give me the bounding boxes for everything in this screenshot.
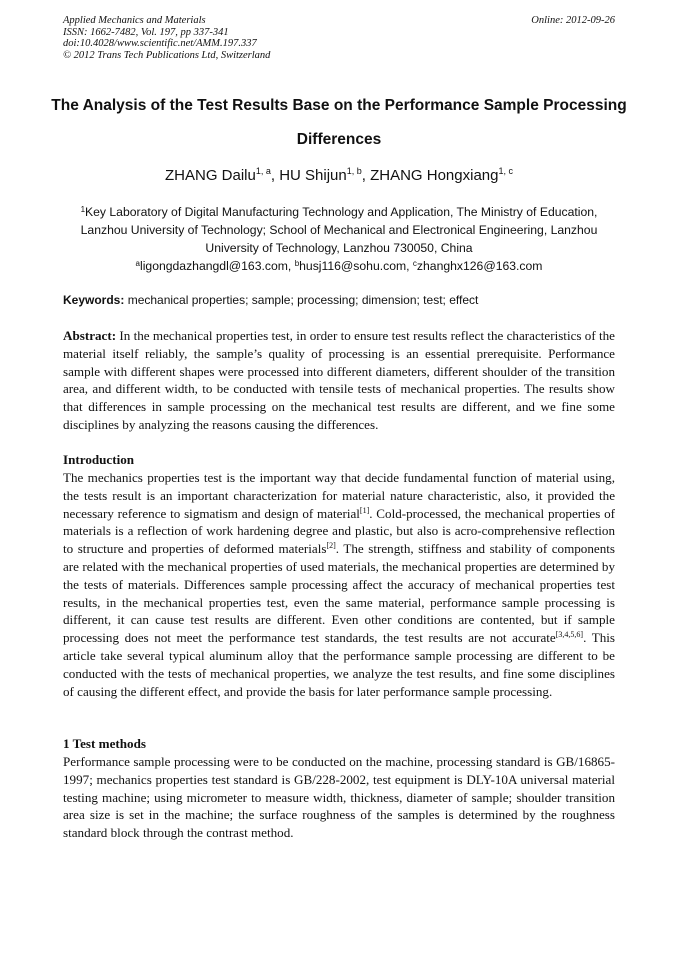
author-separator: , [361,167,371,184]
online-date: Online: 2012-09-26 [531,15,615,26]
copyright-line: © 2012 Trans Tech Publications Ltd, Switzerland [63,49,271,61]
author-name: ZHANG Dailu [164,167,256,184]
email-address[interactable]: husj116@sohu.com [299,259,407,273]
affiliation-mark: 1 [80,205,86,214]
email-address[interactable]: ligongdazhangdl@163.com [140,259,288,273]
email-address[interactable]: zhanghx126@163.com [416,259,543,273]
author-list [40,166,638,186]
citation-ref: [1] [359,505,370,515]
author-separator: , [270,167,280,184]
email-mark: a [135,259,140,268]
keywords-label: Keywords: [63,293,125,307]
paragraph-text: . This article take several typical aluminum alloy that the performance sample processing are different to be conducted with the tests of mechanical properties, we analyze the test results, and fine some disciplines of causing the different effect, and provide the basis for later performance sample processing. [63,630,615,699]
keywords-line [63,292,615,308]
doi-line: doi:10.4028/www.scientific.net/AMM.197.337 [63,38,257,49]
paragraph-text: . Cold-processed, the mechanical properties of materials is a reflection of work hardening degree and plastic, but also is acro-comprehensive reflection to structure and properties of deformed materials [63,505,615,557]
author-name: ZHANG Hongxiang [370,167,499,184]
keywords-text: mechanical properties; sample; processing; dimension; test; effect [127,293,479,307]
email-mark: c [412,259,417,268]
paper-title: The Analysis of the Test Results Base on the Performance Sample Processing Differences [51,97,627,148]
affiliation-body: Key Laboratory of Digital Manufacturing Technology and Application, The Ministry of Education, Lanzhou University of Technology; School of Mechanical and Electronical Engineering, Lanzhou University of Technology, Lanzhou 730050, China [80,205,598,255]
abstract-label: Abstract: [63,328,117,343]
abstract-text: In the mechanical properties test, in order to ensure test results reflect the characteristics of the material itself reliably, the sample’s quality of processing is an essential prerequisite. Performance sample with different shapes were processed into different diameters, different shoulder of the transition area, and different width, to be conducted with tensile tests of mechanical properties. The results show that differences in sample processing on the mechanical test results are different, and we fine some disciplines by analyzing the reasons causing the differences. [63,328,615,432]
affiliation-block [60,203,618,275]
introduction-heading: Introduction [63,452,135,467]
author-affiliation-mark: 1, c [498,166,513,176]
email-line: $^a$ligongdazhangdl@163.com, $^b$husj116@sohu.com, $^c$zhanghx126@163.com [135,259,543,273]
journal-name: Applied Mechanics and Materials [63,15,206,26]
paragraph-text: . The strength, stiffness and stability of components are related with the mechanical properties of used materials, the mechanical properties are determined by the tests of materials. Differences sample processing affect the accuracy of mechanical properties test results, in the mechanical properties test, even the same material, performance sample processing is different, it can cause test results are different. Even other conditions are contented, but if sample processing does not meet the performance test standards, the test results are not accurate [63,541,615,646]
citation-ref: [3,4,5,6] [555,630,584,640]
citation-ref: [2] [326,541,336,551]
introduction-paragraph [63,469,615,700]
issn-line: ISSN: 1662-7482, Vol. 197, pp 337-341 [63,26,229,38]
abstract-paragraph [63,327,615,434]
affiliation-text [60,203,618,257]
author-affiliation-mark: 1, a [255,166,271,176]
journal-header [63,15,615,61]
section-paragraph: Performance sample processing were to be conducted on the machine, processing standard is GB/16865-1997; mechanics properties test standard is GB/228-2002, test equipment is DLY-10A universal material testing machine; using micrometer to measure width, thickness, diameter of sample; shoulder transition area size is set in the machine; the surface roughness of the samples is determined by the roughness standard block through the contrast method. [63,754,615,841]
email-mark: b [294,259,300,268]
section-heading: 1 Test methods [63,736,146,751]
author-affiliation-mark: 1, b [346,166,362,176]
paragraph-text: The mechanics properties test is the important way that decide fundamental function of material using, the tests result is an important characterization for material nature characteristic, also, it provided the necessary reference to sigmatism and design of material [63,470,615,521]
author-name: HU Shijun [279,167,347,184]
